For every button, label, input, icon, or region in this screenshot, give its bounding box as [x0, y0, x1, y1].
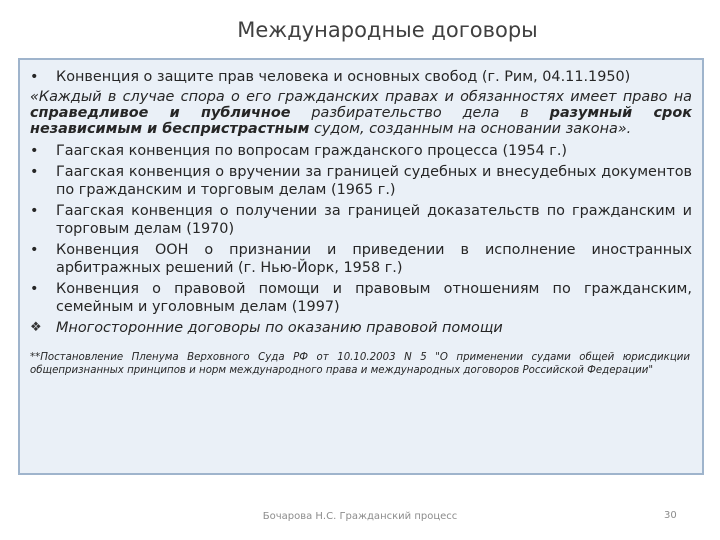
bullet-text: Гаагская конвенция о получении за границей доказательств по гражданским и торговым делам (1970)	[56, 203, 692, 237]
bullet-text: Конвенция о защите прав человека и основных свобод (г. Рим, 04.11.1950)	[56, 69, 631, 85]
bullet-text: Гаагская конвенция о вручении за границей судебных и внесудебных документов по гражданским и торговым делам (1965 г.)	[56, 164, 692, 198]
bullet-mark: •	[30, 203, 39, 219]
footnote: **Постановление Пленума Верховного Суда РФ от 10.10.2003 N 5 "О применении судами общей юрисдикции общепризнанных принципов и норм международного права и международных договоров Российской Федерации"	[30, 352, 690, 376]
bullet-mark: •	[30, 242, 39, 258]
bullet-text: Многосторонние договоры по оказанию правовой помощи	[56, 320, 503, 336]
bullet-multilateral	[28, 319, 692, 337]
bullet-text: Гаагская конвенция по вопросам гражданского процесса (1954 г.)	[56, 143, 568, 159]
quote-bold-fair-public: справедливое и публичное	[30, 105, 291, 121]
echr-quote	[30, 89, 692, 137]
page-number: 30	[664, 510, 677, 521]
footer-author: Бочарова Н.С. Гражданский процесс	[262, 511, 458, 522]
quote-bold-reasonable-time: разумный срок независимым и беспристрастным	[30, 105, 692, 137]
diamond-bullet-icon: ❖	[30, 320, 42, 335]
bullet-hague-1965	[28, 163, 692, 199]
bullet-mark: •	[30, 69, 39, 85]
slide-title: Международные договоры	[237, 18, 538, 42]
bullet-mark: •	[30, 164, 39, 180]
bullet-hague-1954	[28, 142, 692, 160]
bullet-mark: •	[30, 143, 39, 159]
bullet-text: Конвенция ООН о признании и приведении в исполнение иностранных арбитражных решений (г. Нью-Йорк, 1958 г.)	[56, 242, 692, 276]
content-box	[18, 58, 704, 475]
bullet-echr	[28, 68, 692, 86]
quote-part: «Каждый в случае спора о его гражданских правах и обязанностях имеет право на	[30, 89, 692, 105]
bullet-mark: •	[30, 281, 39, 297]
quote-part: судом, созданным на основании закона».	[309, 121, 632, 137]
bullet-text: Конвенция о правовой помощи и правовым отношениям по гражданским, семейным и уголовным делам (1997)	[56, 281, 692, 315]
quote-part: разбирательство дела в	[290, 105, 550, 121]
bullet-hague-1970	[28, 202, 692, 238]
bullet-un-1958	[28, 241, 692, 277]
bullet-convention-1997	[28, 280, 692, 316]
